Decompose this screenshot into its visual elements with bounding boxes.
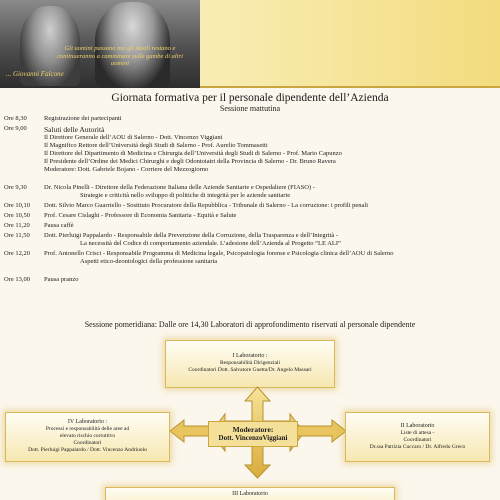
lab-2-line: Liste di attesa - [400, 430, 435, 436]
agenda-spacer [4, 176, 496, 184]
agenda-row [4, 184, 496, 200]
agenda-time: Ore 9,30 [4, 184, 27, 191]
agenda-body [44, 276, 496, 284]
lab-4-line: elevato rischio corruttivo [59, 433, 116, 439]
arrow-right-icon [296, 418, 346, 444]
page-title: Giornata formativa per il personale dipendente dell’Azienda [111, 92, 389, 104]
agenda-row [4, 115, 496, 123]
agenda-line: Registrazione dei partecipanti [44, 115, 122, 122]
lab-4-box [5, 412, 170, 462]
agenda-headline: Saluti delle Autorità [44, 125, 105, 134]
afternoon-session-heading: Sessione pomeridiana: Dalle ore 14,30 Laboratori di approfondimento riservati al personale dipendente [84, 320, 416, 329]
agenda-line: Strategie e criticità nello sviluppo di politiche di integrità per le aziende sanitarie [80, 192, 291, 199]
moderator-name: Dott. VincenzoViggiani [218, 434, 288, 442]
agenda-time: Ore 10,10 [4, 202, 30, 209]
agenda-line: Dr. Nicola Pinelli - Direttore della Federazione Italiana delle Aziende Sanitarie e Ospedaliere (FIASO) - [44, 184, 315, 191]
agenda-body [44, 250, 496, 266]
lab-1-title: I Laboratorio : [232, 353, 268, 359]
agenda-body [44, 202, 496, 210]
arrow-left-icon [170, 418, 210, 444]
agenda-line: Il Direttore Generale dell’AOU di Salerno - Dott. Vincenzo Viggiani [44, 134, 223, 141]
agenda-line: La necessità del Codice di comportamento aziendale. L’adesione dell’Azienda al Progetto “LE ALI” [80, 240, 341, 247]
agenda-line: Pausa pranzo [44, 276, 79, 283]
agenda-body [44, 115, 496, 123]
agenda-row [4, 202, 496, 210]
agenda-line: Moderatore: Dott. Gabriele Bojano - Corriere del Mezzogiorno [44, 166, 209, 173]
agenda-line: Il Magnifico Rettore dell’Università degli Studi di Salerno - Prof. Aurelio Tommasetti [44, 142, 268, 149]
header-signature: ... Giovanni Falcone [6, 70, 64, 78]
lab-4-line: Coordinatori [73, 440, 102, 446]
lab-1-line: Responsabilità Dirigenziali [219, 360, 281, 366]
agenda-line: Il Presidente dell’Ordine dei Medici Chirurghi e degli Odontoiatri della Provincia di Salerno - Dr. Bruno Ravera [44, 158, 336, 165]
page-subtitle: Sessione mattutina [219, 104, 281, 113]
agenda-line: Pausa caffè [44, 222, 74, 229]
agenda-time: Ore 13,00 [4, 276, 30, 283]
lab-4-title: IV Laboratorio : [67, 419, 108, 425]
agenda-line: Prof. Cesare Cislaghi - Professore di Economia Sanitaria - Equità e Salute [44, 212, 237, 219]
lab-2-line: Coordinatori [403, 437, 432, 443]
agenda-body [44, 184, 496, 200]
agenda-time: Ore 11,50 [4, 232, 30, 239]
lab-4-line: Dott. Pierluigi Pappalardo / Dott. Vincenzo Andriuolo [28, 447, 147, 453]
agenda-time: Ore 9,00 [4, 125, 27, 132]
lab-3-box [105, 487, 395, 500]
moderator-label: Moderatore: [232, 425, 274, 434]
moderator-box [208, 421, 298, 447]
agenda-list [4, 115, 496, 286]
agenda-time: Ore 8,30 [4, 115, 27, 122]
header-quote: Gli uomini passano ma gli ideali restano e continueranno a camminare sulle gambe di altri uomini [57, 45, 183, 67]
agenda-line: Prof. Antonello Crisci - Responsabile Programma di Medicina legale, Psicopatologia forense e Psicologia clinica dell’AOU di Salerno [44, 250, 394, 257]
header-photo [0, 0, 200, 88]
agenda-row [4, 212, 496, 220]
lab-2-box [345, 412, 490, 462]
lab-1-box [165, 340, 335, 388]
agenda-line: Aspetti etico-deontologici della professione sanitaria [80, 258, 218, 265]
agenda-body [44, 232, 496, 248]
agenda-body [44, 212, 496, 220]
lab-2-line: Dr.ssa Patrizia Cuccaro / Dr. Alfredo Greco [369, 444, 466, 450]
lab-3-title: III Laboratorio [232, 491, 268, 497]
agenda-body [44, 222, 496, 230]
lab-1-line: Coordinatori Dott. Salvatore Guetta/Dr. Angelo Massari [188, 367, 312, 373]
agenda-row [4, 222, 496, 230]
agenda-line: Il Direttore del Dipartimento di Medicina e Chirurgia dell’Università degli Studi di Salerno - Prof. Mario Capunzo [44, 150, 342, 157]
agenda-row [4, 232, 496, 248]
agenda-spacer [4, 268, 496, 276]
agenda-line: Dott. Silvio Marco Guarriello - Sostituto Procuratore della Repubblica - Tribunale di Salerno - La corruzione: i profili penali [44, 202, 369, 209]
agenda-line: Dott. Pierluigi Pappalardo - Responsabile della Prevenzione della Corruzione, della Trasparenza e dell’Integrità - [44, 232, 339, 239]
lab-2-title: II Laboratorio [400, 423, 435, 429]
agenda-row [4, 276, 496, 284]
agenda-row [4, 250, 496, 266]
agenda-time: Ore 10,50 [4, 212, 30, 219]
agenda-row [4, 125, 496, 174]
agenda-time: Ore 11,20 [4, 222, 30, 229]
agenda-time: Ore 12,20 [4, 250, 30, 257]
agenda-body [44, 125, 496, 174]
lab-4-line: Processi e responsabilità delle aree ad [45, 426, 130, 432]
header-banner [0, 0, 500, 88]
